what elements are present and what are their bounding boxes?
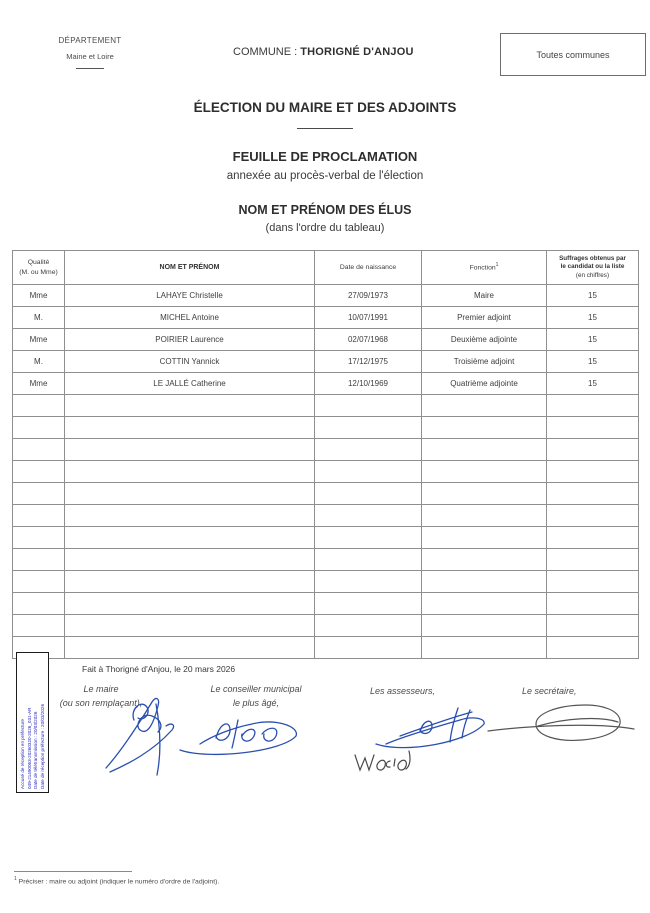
title-rule xyxy=(297,128,353,129)
table-row xyxy=(13,307,639,329)
commune-label: COMMUNE : xyxy=(233,46,301,58)
table-header-row xyxy=(13,251,639,285)
cell-empty xyxy=(65,615,315,637)
cell-qualite: Mme xyxy=(13,329,65,351)
suffrages-label-2: le candidat ou la liste xyxy=(560,263,625,271)
signer-maire-line1: Le maire xyxy=(83,684,119,694)
table-row-empty xyxy=(13,483,639,505)
table-row xyxy=(13,351,639,373)
fonction-footnote-ref: 1 xyxy=(495,262,499,269)
cell-empty xyxy=(547,615,639,637)
signature-secretaire xyxy=(486,700,636,750)
prefecture-stamp-text xyxy=(20,656,47,789)
col-qualite xyxy=(13,251,65,285)
cell-fonction: Deuxième adjointe xyxy=(422,329,547,351)
col-date-naissance: Date de naissance xyxy=(315,251,422,285)
cell-empty xyxy=(547,571,639,593)
cell-empty xyxy=(65,571,315,593)
elected-table xyxy=(12,250,639,659)
cell-empty xyxy=(422,527,547,549)
footnote xyxy=(14,876,219,885)
commune-name: THORIGNÉ D'ANJOU xyxy=(300,46,414,58)
cell-empty xyxy=(315,395,422,417)
cell-empty xyxy=(422,505,547,527)
table-row-empty xyxy=(13,593,639,615)
cell-naissance: 12/10/1969 xyxy=(315,373,422,395)
cell-fonction: Maire xyxy=(422,285,547,307)
cell-empty xyxy=(422,571,547,593)
cell-nom: LE JALLÉ Catherine xyxy=(65,373,315,395)
cell-empty xyxy=(422,483,547,505)
footnote-ref: 1 xyxy=(14,876,17,882)
cell-empty xyxy=(13,527,65,549)
cell-empty xyxy=(315,505,422,527)
names-subtitle: (dans l'ordre du tableau) xyxy=(265,222,385,234)
cell-nom: POIRIER Laurence xyxy=(65,329,315,351)
signer-label-assesseurs xyxy=(370,685,440,699)
cell-empty xyxy=(547,527,639,549)
cell-empty xyxy=(65,417,315,439)
cell-empty xyxy=(13,439,65,461)
cell-fonction: Troisième adjoint xyxy=(422,351,547,373)
cell-empty xyxy=(422,417,547,439)
cell-suffrages: 15 xyxy=(547,329,639,351)
cell-empty xyxy=(547,417,639,439)
qualite-label: Qualité xyxy=(27,259,50,267)
sheet-subtitle: annexée au procès-verbal de l'élection xyxy=(226,170,424,182)
signature-wasial xyxy=(352,746,414,779)
cell-empty xyxy=(13,461,65,483)
table-row-empty xyxy=(13,439,639,461)
cell-empty xyxy=(547,461,639,483)
cell-empty xyxy=(315,615,422,637)
fonction-label: Fonction xyxy=(469,264,496,272)
cell-empty xyxy=(13,505,65,527)
cell-empty xyxy=(547,593,639,615)
cell-empty xyxy=(13,615,65,637)
table-row xyxy=(13,329,639,351)
cell-naissance: 10/07/1991 xyxy=(315,307,422,329)
commune-line xyxy=(233,46,414,58)
fait-a-line: Fait à Thorigné d'Anjou, le 20 mars 2026 xyxy=(82,664,236,674)
cell-empty xyxy=(547,637,639,659)
qualite-sublabel: (M. ou Mme) xyxy=(19,268,58,276)
cell-qualite: Mme xyxy=(13,373,65,395)
table-row-empty xyxy=(13,505,639,527)
cell-empty xyxy=(315,527,422,549)
suffrages-label-3: (en chiffres) xyxy=(575,271,610,279)
cell-empty xyxy=(422,549,547,571)
cell-fonction: Premier adjoint xyxy=(422,307,547,329)
suffrages-label-1: Suffrages obtenus par xyxy=(559,255,626,263)
footnote-rule xyxy=(14,871,132,872)
main-title: ÉLECTION DU MAIRE ET DES ADJOINTS xyxy=(193,100,457,115)
signer-maire-line2: (ou son remplaçant), xyxy=(59,697,143,708)
table-body xyxy=(13,285,639,659)
cell-empty xyxy=(13,417,65,439)
table-row-empty xyxy=(13,615,639,637)
cell-naissance: 02/07/1968 xyxy=(315,329,422,351)
col-nom-prenom: NOM ET PRÉNOM xyxy=(65,251,315,285)
toutes-communes-box xyxy=(500,33,646,76)
signer-conseiller-line1: Le conseiller municipal xyxy=(210,684,302,694)
department-rule xyxy=(76,68,104,69)
table-row-empty xyxy=(13,395,639,417)
cell-empty xyxy=(13,549,65,571)
signature-assesseurs xyxy=(372,700,492,752)
cell-empty xyxy=(547,483,639,505)
signer-label-secretaire xyxy=(522,685,582,699)
cell-empty xyxy=(315,549,422,571)
cell-suffrages: 15 xyxy=(547,373,639,395)
cell-suffrages: 15 xyxy=(547,285,639,307)
cell-empty xyxy=(547,439,639,461)
cell-empty xyxy=(315,571,422,593)
cell-empty xyxy=(13,593,65,615)
sheet-title: FEUILLE DE PROCLAMATION xyxy=(232,149,418,164)
col-fonction xyxy=(422,251,547,285)
cell-empty xyxy=(65,483,315,505)
cell-fonction: Quatrième adjointe xyxy=(422,373,547,395)
stamp-line-4: Date de réception préfecture : 20/03/2026 xyxy=(39,703,45,789)
cell-empty xyxy=(547,505,639,527)
cell-empty xyxy=(65,505,315,527)
cell-empty xyxy=(422,439,547,461)
cell-empty xyxy=(65,461,315,483)
cell-empty xyxy=(315,439,422,461)
cell-empty xyxy=(422,593,547,615)
cell-suffrages: 15 xyxy=(547,307,639,329)
table-row-empty xyxy=(13,637,639,659)
cell-empty xyxy=(547,395,639,417)
cell-empty xyxy=(315,483,422,505)
signer-assesseurs-line1: Les assesseurs, xyxy=(370,686,436,696)
names-title: NOM ET PRÉNOM DES ÉLUS xyxy=(238,203,412,217)
table-row-empty xyxy=(13,527,639,549)
cell-nom: LAHAYE Christelle xyxy=(65,285,315,307)
cell-empty xyxy=(422,637,547,659)
signer-secretaire-line1: Le secrétaire, xyxy=(522,686,577,696)
table-row-empty xyxy=(13,571,639,593)
cell-empty xyxy=(65,549,315,571)
cell-empty xyxy=(65,439,315,461)
table-row xyxy=(13,285,639,307)
cell-empty xyxy=(422,461,547,483)
signature-conseiller xyxy=(172,708,307,760)
table-row-empty xyxy=(13,461,639,483)
cell-empty xyxy=(422,615,547,637)
cell-nom: MICHEL Antoine xyxy=(65,307,315,329)
cell-qualite: M. xyxy=(13,307,65,329)
cell-qualite: Mme xyxy=(13,285,65,307)
signer-conseiller-line2: le plus âgé, xyxy=(232,697,280,708)
cell-empty xyxy=(422,395,547,417)
stamp-line-1: Accusé de réception en préfecture xyxy=(20,719,25,789)
stamp-line-2: 049-21490063-20260320-2026_031-AR xyxy=(26,707,32,789)
toutes-communes-label: Toutes communes xyxy=(536,49,610,60)
department-label: DÉPARTEMENT xyxy=(58,36,122,45)
cell-naissance: 27/09/1973 xyxy=(315,285,422,307)
cell-empty xyxy=(13,395,65,417)
cell-empty xyxy=(13,483,65,505)
cell-empty xyxy=(65,637,315,659)
cell-empty xyxy=(315,461,422,483)
cell-empty xyxy=(65,593,315,615)
cell-qualite: M. xyxy=(13,351,65,373)
cell-empty xyxy=(13,571,65,593)
cell-empty xyxy=(65,527,315,549)
table-row-empty xyxy=(13,549,639,571)
cell-empty xyxy=(65,395,315,417)
stamp-line-3: Date de télétransmission : 20/03/2026 xyxy=(33,711,39,789)
footnote-text: Préciser : maire ou adjoint (indiquer le numéro d'ordre de l'adjoint). xyxy=(16,878,220,886)
cell-empty xyxy=(547,549,639,571)
signer-label-conseiller xyxy=(206,683,306,711)
department-name: Maine et Loire xyxy=(66,52,114,61)
col-suffrages xyxy=(547,251,639,285)
cell-empty xyxy=(315,637,422,659)
table-row-empty xyxy=(13,417,639,439)
cell-naissance: 17/12/1975 xyxy=(315,351,422,373)
cell-empty xyxy=(315,417,422,439)
cell-nom: COTTIN Yannick xyxy=(65,351,315,373)
department-block xyxy=(50,36,130,69)
cell-empty xyxy=(315,593,422,615)
cell-suffrages: 15 xyxy=(547,351,639,373)
table-row xyxy=(13,373,639,395)
